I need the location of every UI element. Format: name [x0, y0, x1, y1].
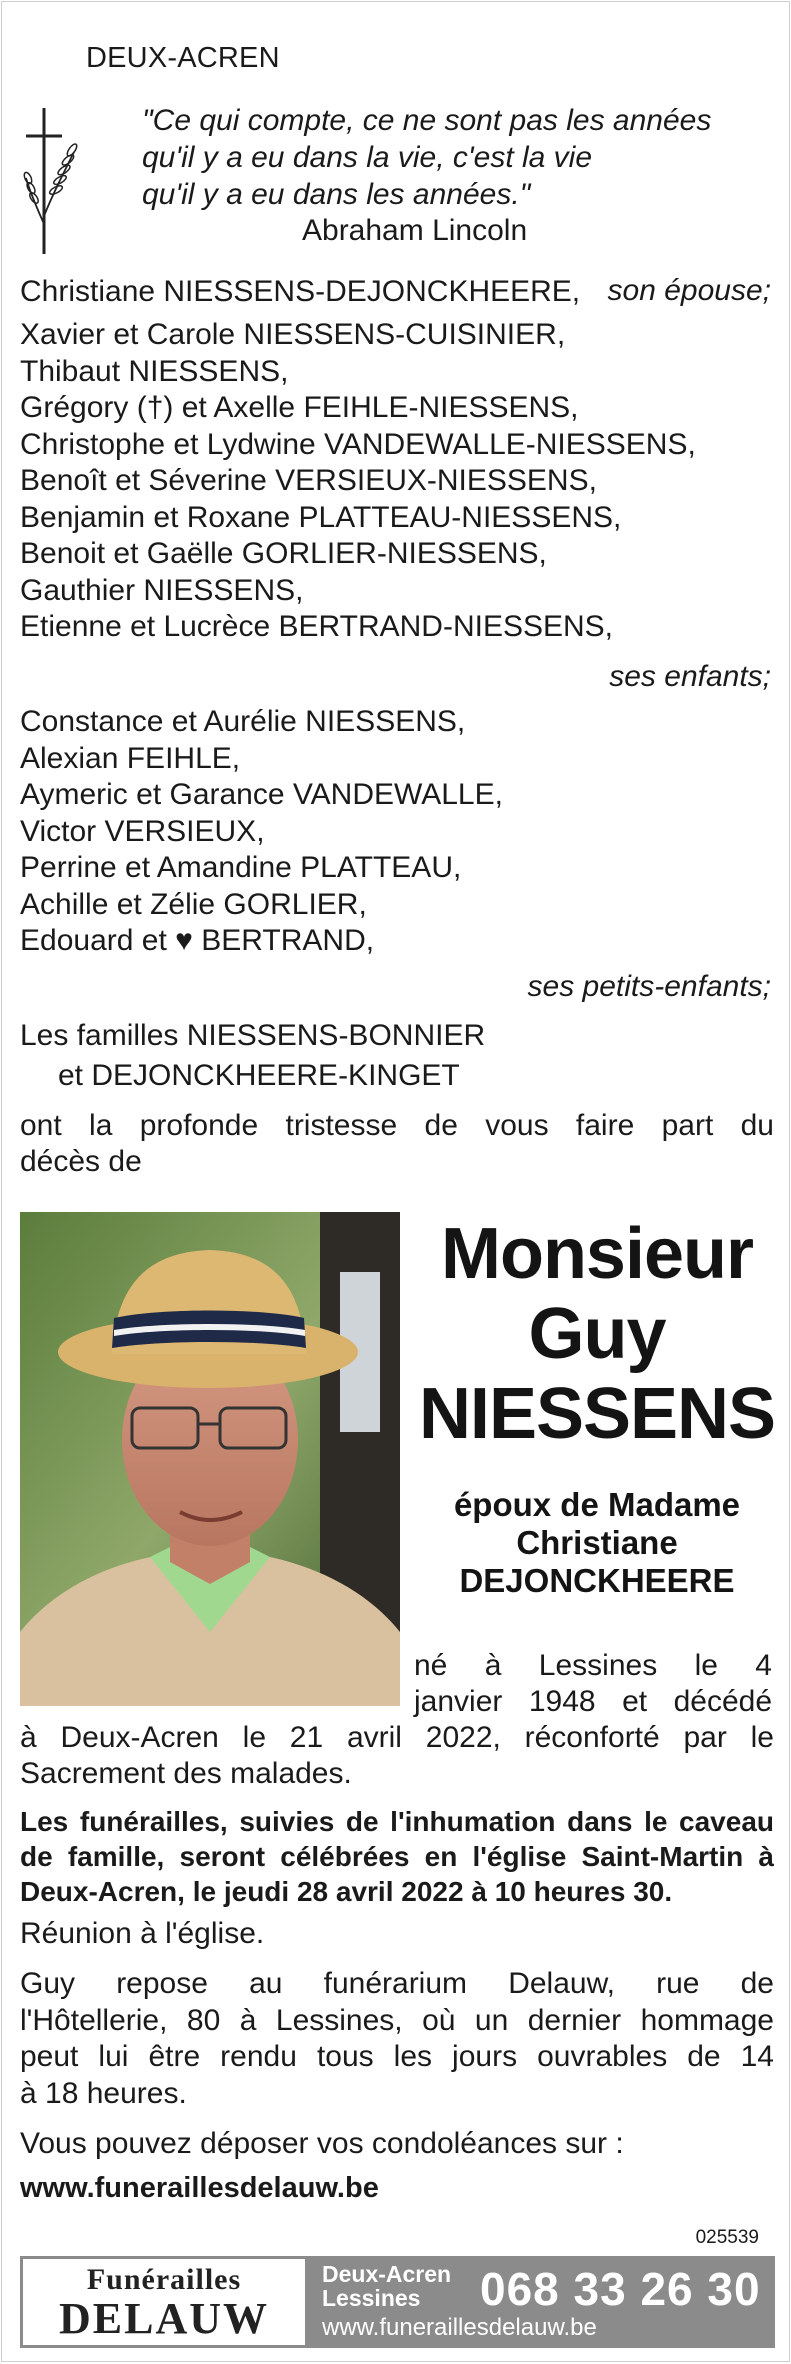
portrait-photo [20, 1212, 400, 1706]
footer-phone[interactable]: 068 33 26 30 [480, 2263, 761, 2315]
rest-line: Guy repose au funérarium Delauw, rue de [20, 1967, 774, 2000]
list-item: Alexian FEIHLE, [20, 741, 241, 775]
announcement-line: ont la profonde tristesse de vous faire part du [20, 1109, 774, 1142]
funeral-home-logo [23, 2259, 305, 2345]
reunion-text: Réunion à l'église. [20, 1917, 265, 1950]
footer-town: Deux-Acren [322, 2261, 452, 2287]
rest-line: peut lui être rendu tous les jours ouvrables de 14 [20, 2040, 774, 2073]
rest-info [20, 1966, 774, 2112]
birth-line: né à Lessines le 4 [414, 1649, 772, 1682]
list-item: Benoit et Gaëlle GORLIER-NIESSENS, [20, 537, 547, 570]
logo-top-text: Funérailles [86, 2263, 242, 2296]
birth-line: janvier 1948 et décédé [414, 1685, 772, 1718]
death-line: Sacrement des malades. [20, 1757, 352, 1790]
list-item: Achille et Zélie GORLIER, [20, 887, 367, 921]
condolences-text: Vous pouvez déposer vos condoléances sur : [20, 2127, 624, 2160]
list-item: Aymeric et Garance VANDEWALLE, [20, 778, 503, 811]
list-item: Victor VERSIEUX, [20, 814, 265, 848]
children-list [20, 317, 774, 646]
announcement-line: décès de [20, 1145, 142, 1178]
list-item: Benoît et Séverine VERSIEUX-NIESSENS, [20, 464, 597, 497]
quote-line: "Ce qui compte, ce ne sont pas les années [142, 104, 712, 137]
grandchildren-role: ses petits-enfants; [527, 970, 771, 1003]
funeral-line: Deux-Acren, le jeudi 28 avril 2022 à 10 heures 30. [20, 1876, 673, 1907]
death-line: à Deux-Acren le 21 avril 2022, réconforté par le [20, 1721, 774, 1754]
list-item: Constance et Aurélie NIESSENS, [20, 705, 466, 738]
funeral-info [20, 1804, 774, 1909]
deceased-spouse [412, 1486, 782, 1600]
deceased-title: Monsieur [440, 1214, 754, 1294]
reference-number: 025539 [695, 2227, 759, 2248]
condolences-link[interactable]: www.funeraillesdelauw.be [20, 2172, 379, 2204]
list-item: Gauthier NIESSENS, [20, 573, 304, 607]
list-item: Christophe et Lydwine VANDEWALLE-NIESSENS, [20, 427, 696, 461]
families-line: Les familles NIESSENS-BONNIER [20, 1019, 486, 1052]
list-item: Grégory (†) et Axelle FEIHLE-NIESSENS, [20, 391, 579, 424]
list-item: Etienne et Lucrèce BERTRAND-NIESSENS, [20, 610, 614, 643]
footer-town: Lessines [322, 2285, 421, 2311]
deceased-name [412, 1214, 782, 1454]
deceased-last-name: NIESSENS [418, 1374, 776, 1454]
cross-icon [22, 106, 84, 256]
footer-towns [322, 2262, 451, 2310]
quote [142, 102, 782, 213]
list-item: Thibaut NIESSENS, [20, 354, 289, 388]
spouse-line: époux de Madame [453, 1486, 741, 1523]
quote-line: qu'il y a eu dans les années." [142, 178, 531, 211]
logo-bottom-text: DELAUW [58, 2294, 270, 2343]
obituary-page [1, 1, 790, 2362]
funeral-line: Les funérailles, suivies de l'inhumation dans le caveau [20, 1806, 774, 1837]
spouse-role: son épouse; [607, 274, 771, 307]
families-line: et DEJONCKHEERE-KINGET [58, 1059, 460, 1092]
header-place: DEUX-ACREN [86, 42, 280, 74]
deceased-first-name: Guy [528, 1294, 666, 1374]
funeral-line: de famille, seront célébrées en l'église Saint-Martin à [20, 1841, 774, 1872]
footer-band [20, 2256, 775, 2348]
spouse-line: DEJONCKHEERE [459, 1562, 735, 1599]
grandchildren-list [20, 704, 774, 960]
spouse-name: Christiane NIESSENS-DEJONCKHEERE, [20, 275, 581, 308]
list-item: Edouard et ♥ BERTRAND, [20, 924, 375, 957]
list-item: Xavier et Carole NIESSENS-CUISINIER, [20, 318, 566, 351]
rest-line: à 18 heures. [20, 2076, 187, 2110]
quote-author: Abraham Lincoln [302, 214, 528, 247]
children-role: ses enfants; [609, 660, 771, 693]
spouse-line: Christiane [516, 1524, 678, 1561]
list-item: Benjamin et Roxane PLATTEAU-NIESSENS, [20, 500, 622, 534]
quote-line: qu'il y a eu dans la vie, c'est la vie [142, 141, 593, 174]
rest-line: l'Hôtellerie, 80 à Lessines, où un dernier hommage [20, 2003, 774, 2037]
footer-url[interactable]: www.funeraillesdelauw.be [322, 2314, 597, 2341]
list-item: Perrine et Amandine PLATTEAU, [20, 851, 462, 884]
